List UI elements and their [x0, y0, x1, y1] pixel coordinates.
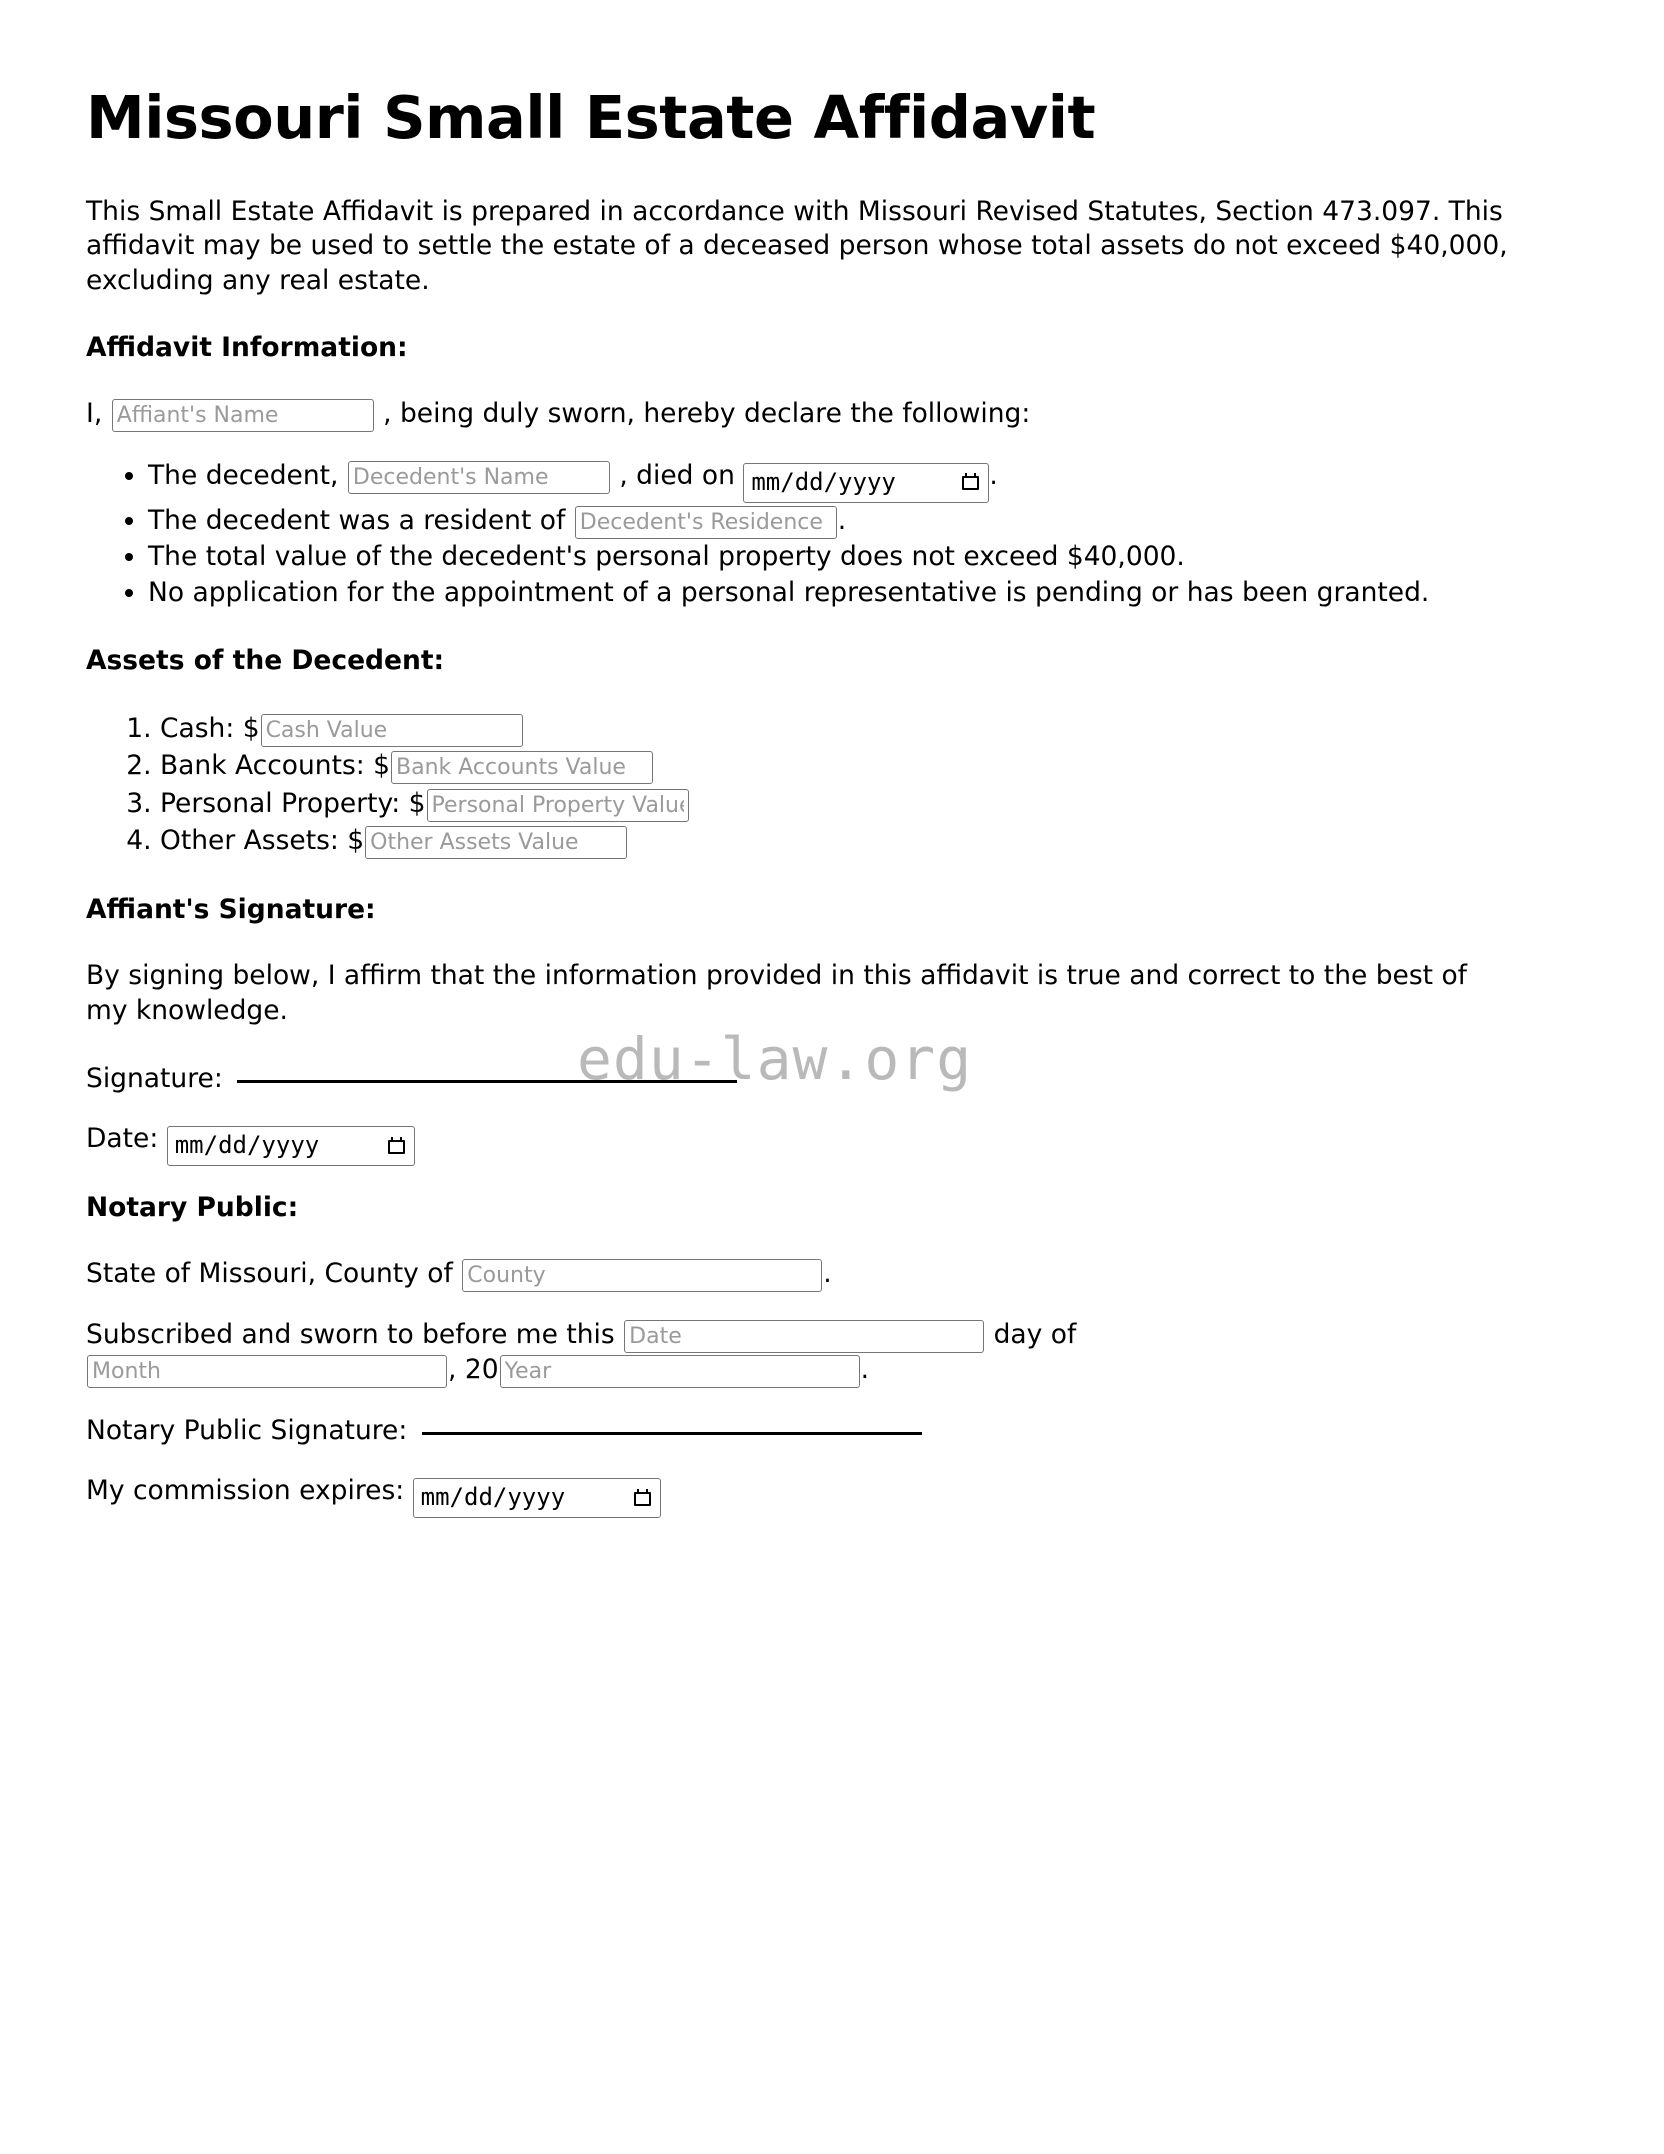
- commission-expires-label: My commission expires:: [86, 1475, 405, 1507]
- commission-expires-date-text: mm/dd/yyyy: [420, 1483, 566, 1512]
- bullet-total-value: • The total value of the decedent's personal property does not exceed $40,000.: [148, 539, 1508, 575]
- died-on-date-input[interactable]: [743, 463, 989, 503]
- list-item-personal-property: [160, 785, 1578, 823]
- signature-blank-line: [237, 1080, 737, 1083]
- other-assets-label: Other Assets: $: [160, 825, 365, 857]
- assets-list: [86, 710, 1578, 861]
- calendar-icon[interactable]: [962, 473, 981, 492]
- section-heading-affidavit-information: Affidavit Information:: [86, 332, 408, 364]
- bullet-decedent-residence: [148, 503, 1508, 539]
- list-item-bank-accounts: [160, 747, 1578, 785]
- intro-paragraph: This Small Estate Affidavit is prepared in accordance with Missouri Revised Statutes, Section 473.097. This affidavit may be used to settle the estate of a deceased person whose total assets do not exceed $40,000, excluding any real estate.: [86, 195, 1508, 296]
- affiant-date-input[interactable]: [167, 1126, 415, 1166]
- signature-line-row: [86, 1062, 1578, 1096]
- notary-county-row: [86, 1257, 1578, 1292]
- bullet-no-application: • No application for the appointment of a personal representative is pending or has been granted.: [148, 575, 1508, 611]
- notary-commission-row: [86, 1474, 1578, 1518]
- personal-property-label: Personal Property: $: [160, 787, 426, 819]
- other-assets-value-input[interactable]: [365, 826, 627, 859]
- personal-property-value-input[interactable]: [427, 789, 689, 822]
- list-item-other-assets: [160, 822, 1578, 860]
- site-watermark: edu-law.org: [577, 1025, 973, 1093]
- died-on-date-text: mm/dd/yyyy: [751, 468, 896, 497]
- decedent-residence-input[interactable]: [575, 506, 837, 539]
- affiant-date-row: [86, 1122, 1578, 1166]
- commission-expires-date-input[interactable]: [413, 1478, 661, 1518]
- calendar-icon[interactable]: [388, 1137, 407, 1156]
- signature-label: Signature:: [86, 1062, 223, 1094]
- declaration-suffix-label: , being duly sworn, hereby declare the following:: [383, 398, 1031, 430]
- sworn-period-label: .: [860, 1354, 870, 1386]
- sworn-day-of-label: day of: [993, 1319, 1077, 1351]
- cash-label: Cash: $: [160, 712, 260, 744]
- decedent-name-input[interactable]: [348, 461, 610, 494]
- county-input[interactable]: [462, 1259, 822, 1292]
- decedent-died-on-label: , died on: [619, 460, 735, 492]
- notary-signature-label: Notary Public Signature:: [86, 1415, 408, 1447]
- date-label: Date:: [86, 1123, 159, 1155]
- state-county-prefix-label: State of Missouri, County of: [86, 1258, 453, 1290]
- residence-prefix-label: The decedent was a resident of: [148, 504, 566, 536]
- page-title: Missouri Small Estate Affidavit: [86, 83, 1096, 152]
- declaration-prefix-label: I,: [86, 398, 103, 430]
- decedent-prefix-label: The decedent,: [148, 460, 339, 492]
- section-heading-affiant-signature: Affiant's Signature:: [86, 894, 376, 926]
- section-heading-notary-public: Notary Public:: [86, 1192, 299, 1224]
- sworn-year-input[interactable]: [500, 1355, 860, 1388]
- list-item-cash: [160, 710, 1578, 748]
- bank-accounts-value-input[interactable]: [391, 751, 653, 784]
- notary-signature-row: [86, 1414, 1578, 1448]
- affiant-date-text: mm/dd/yyyy: [174, 1131, 320, 1160]
- notary-signature-blank-line: [422, 1432, 922, 1435]
- affidavit-bullet-list: [86, 458, 1578, 610]
- affirmation-paragraph: By signing below, I affirm that the information provided in this affidavit is true and correct to the best of my knowledge.: [86, 960, 1468, 1026]
- state-county-period-label: .: [823, 1258, 832, 1290]
- notary-sworn-row: [86, 1318, 1578, 1388]
- sworn-day-input[interactable]: [624, 1320, 984, 1353]
- cash-value-input[interactable]: [261, 714, 523, 747]
- sworn-month-input[interactable]: [87, 1355, 447, 1388]
- decedent-period-label: .: [989, 460, 998, 492]
- section-heading-assets: Assets of the Decedent:: [86, 644, 445, 676]
- calendar-icon[interactable]: [634, 1489, 653, 1508]
- sworn-year-prefix-label: , 20: [448, 1354, 499, 1386]
- declaration-line: [86, 397, 1578, 432]
- bank-accounts-label: Bank Accounts: $: [160, 750, 390, 782]
- sworn-prefix-label: Subscribed and sworn to before me this: [86, 1319, 615, 1351]
- bullet-decedent-died: [148, 458, 1508, 502]
- affiant-name-input[interactable]: [112, 399, 374, 432]
- residence-period-label: .: [837, 504, 847, 536]
